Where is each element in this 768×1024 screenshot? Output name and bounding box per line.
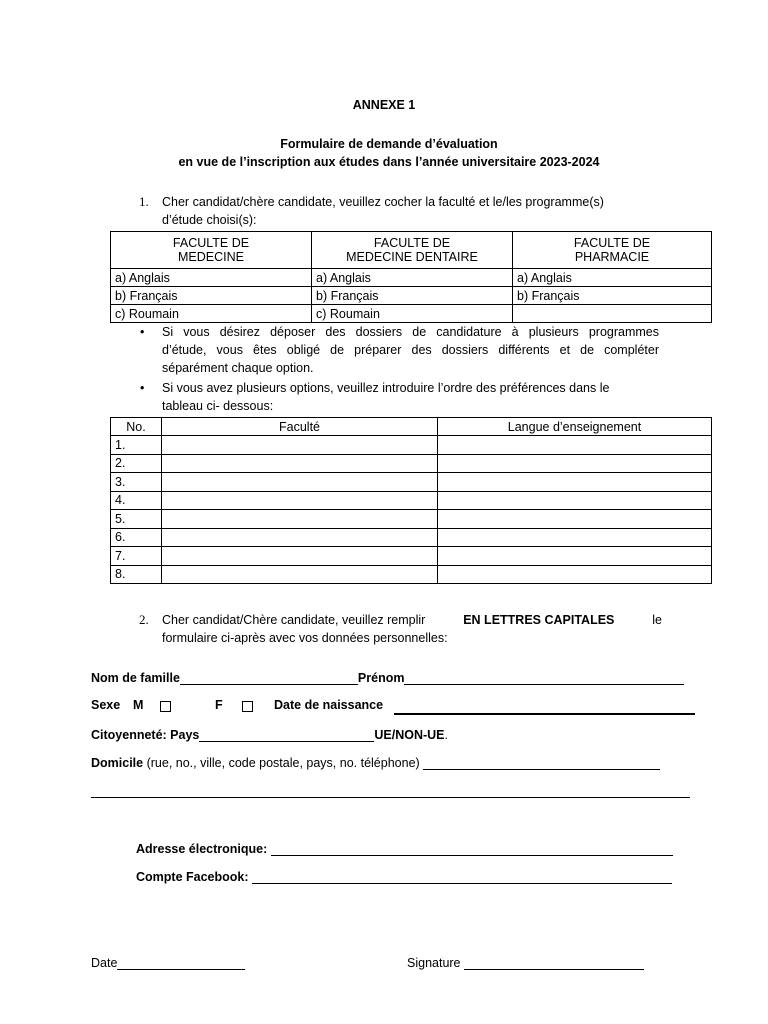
pref-faculty-cell[interactable] — [162, 473, 438, 492]
prenom-label: Prénom — [357, 671, 405, 685]
option-cell[interactable]: b) Français — [111, 287, 312, 305]
domicile-field[interactable] — [423, 755, 660, 770]
option-cell[interactable]: b) Français — [312, 287, 513, 305]
signature-field[interactable] — [464, 955, 644, 970]
pref-row-number: 6. — [111, 528, 162, 547]
pref-language-cell[interactable] — [438, 565, 712, 584]
option-cell[interactable]: a) Anglais — [513, 269, 712, 287]
pref-language-cell[interactable] — [438, 528, 712, 547]
date-field[interactable] — [117, 955, 245, 970]
form-subtitle: en vue de l’inscription aux études dans l’année universitaire 2023-2024 — [178, 155, 600, 169]
annex-label: ANNEXE 1 — [352, 98, 416, 112]
pref-row-number: 4. — [111, 491, 162, 510]
pref-faculty-cell[interactable] — [162, 547, 438, 566]
faculty-header-dentaire: FACULTE DE MEDECINE DENTAIRE — [312, 232, 513, 269]
bullet2-line2: tableau ci- dessous: — [162, 399, 274, 413]
facebook-field[interactable] — [252, 869, 672, 884]
pref-faculty-cell[interactable] — [162, 454, 438, 473]
bullet-icon: • — [140, 381, 145, 395]
pays-field[interactable] — [199, 727, 374, 742]
sexe-m-label: M — [133, 698, 144, 712]
pref-header-language: Langue d’enseignement — [438, 418, 712, 436]
domicile-field-line2[interactable] — [91, 783, 690, 798]
pref-row-number: 3. — [111, 473, 162, 492]
ue-dot: . — [444, 728, 449, 742]
date-label: Date — [91, 956, 118, 970]
date-row — [91, 955, 245, 970]
pref-faculty-cell[interactable] — [162, 491, 438, 510]
option-cell[interactable]: c) Roumain — [312, 305, 513, 323]
pref-language-cell[interactable] — [438, 454, 712, 473]
pref-row-number: 5. — [111, 510, 162, 529]
ue-label: UE/NON-UE — [374, 728, 445, 742]
form-title: Formulaire de demande d’évaluation — [280, 137, 498, 151]
faculty-table — [110, 231, 712, 323]
bullet1-line3: séparément chaque option. — [162, 361, 314, 375]
email-row — [136, 841, 673, 856]
section2-number: 2. — [139, 612, 149, 627]
pref-row-number: 2. — [111, 454, 162, 473]
signature-row — [407, 955, 644, 970]
citoyennete-row — [91, 727, 448, 742]
domicile-label: Domicile — [91, 756, 144, 770]
prenom-field[interactable] — [404, 670, 684, 685]
pref-row-number: 7. — [111, 547, 162, 566]
option-cell[interactable]: c) Roumain — [111, 305, 312, 323]
bullet2-line1: Si vous avez plusieurs options, veuillez introduire l’ordre des préférences dans le — [162, 381, 610, 395]
option-cell[interactable]: a) Anglais — [312, 269, 513, 287]
preferences-table — [110, 417, 712, 584]
section2-intro-line2: formulaire ci-après avec vos données personnelles: — [162, 631, 448, 645]
sexe-label: Sexe — [91, 698, 121, 712]
naissance-label: Date de naissance — [274, 698, 384, 712]
facebook-row — [136, 869, 672, 884]
signature-label: Signature — [407, 956, 461, 970]
pref-language-cell[interactable] — [438, 473, 712, 492]
section2-intro-text: Cher candidat/Chère candidate, veuillez remplir — [162, 613, 426, 627]
pref-faculty-cell[interactable] — [162, 565, 438, 584]
bullet1-line1: Si vous désirez déposer des dossiers de candidature à plusieurs programmes — [162, 325, 659, 339]
pref-header-faculty: Faculté — [162, 418, 438, 436]
pref-header-no: No. — [111, 418, 162, 436]
bullet1-line2: d’étude, vous êtes obligé de préparer des dossiers différents et de compléter — [162, 343, 659, 357]
section1-number: 1. — [139, 194, 149, 209]
email-label: Adresse électronique: — [136, 842, 268, 856]
option-cell[interactable]: b) Français — [513, 287, 712, 305]
section2-intro-end: le — [652, 613, 662, 627]
pref-language-cell[interactable] — [438, 547, 712, 566]
citoyennete-label: Citoyenneté: Pays — [91, 728, 200, 742]
pref-language-cell[interactable] — [438, 491, 712, 510]
nom-row — [91, 670, 684, 685]
pref-row-number: 1. — [111, 436, 162, 455]
pref-faculty-cell[interactable] — [162, 436, 438, 455]
pref-row-number: 8. — [111, 565, 162, 584]
faculty-header-medecine: FACULTE DE MEDECINE — [111, 232, 312, 269]
option-cell — [513, 305, 712, 323]
option-cell[interactable]: a) Anglais — [111, 269, 312, 287]
pref-faculty-cell[interactable] — [162, 510, 438, 529]
section2-intro-line1 — [162, 613, 662, 627]
sexe-m-checkbox[interactable] — [160, 701, 171, 712]
bullet-icon: • — [140, 325, 145, 339]
domicile-hint: (rue, no., ville, code postale, pays, no. téléphone) — [146, 756, 420, 770]
section1-intro-line1: Cher candidat/chère candidate, veuillez cocher la faculté et le/les programme(s) — [162, 195, 604, 209]
facebook-label: Compte Facebook: — [136, 870, 249, 884]
nom-label: Nom de famille — [91, 671, 180, 685]
domicile-row — [91, 755, 660, 770]
sexe-f-checkbox[interactable] — [242, 701, 253, 712]
email-field[interactable] — [271, 841, 673, 856]
nom-field[interactable] — [180, 670, 358, 685]
naissance-field[interactable] — [394, 699, 695, 715]
section2-capitals-text: EN LETTRES CAPITALES — [463, 613, 615, 627]
sexe-f-label: F — [215, 698, 223, 712]
pref-language-cell[interactable] — [438, 436, 712, 455]
pref-faculty-cell[interactable] — [162, 528, 438, 547]
pref-language-cell[interactable] — [438, 510, 712, 529]
section1-intro-line2: d’étude choisi(s): — [162, 213, 257, 227]
faculty-header-pharmacie: FACULTE DE PHARMACIE — [513, 232, 712, 269]
